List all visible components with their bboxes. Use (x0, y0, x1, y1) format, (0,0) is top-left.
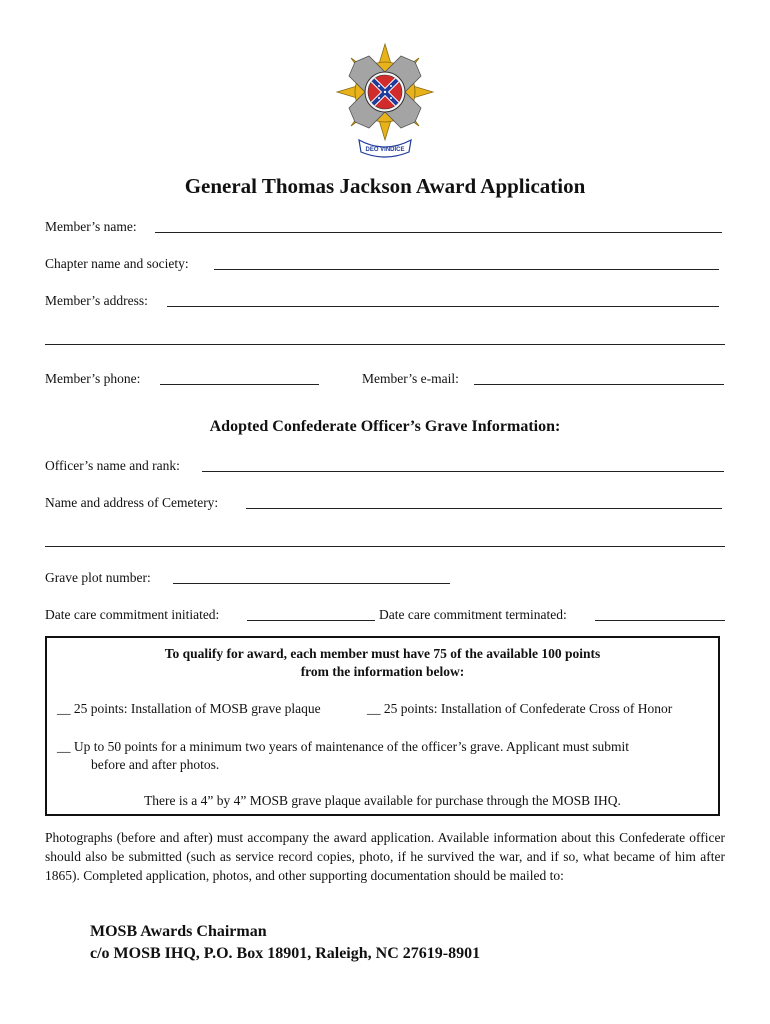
member-phone-field[interactable] (160, 384, 319, 385)
mailing-line2: c/o MOSB IHQ, P.O. Box 18901, Raleigh, NC 27619-8901 (90, 945, 481, 962)
officer-field[interactable] (202, 471, 724, 472)
member-name-field[interactable] (155, 232, 722, 233)
plot-label: Grave plot number: (45, 570, 151, 585)
mosb-logo (335, 42, 435, 160)
chapter-label: Chapter name and society: (45, 256, 189, 271)
terminated-label: Date care commitment terminated: (379, 607, 567, 622)
cemetery-field-line2[interactable] (45, 546, 725, 547)
initiated-field[interactable] (247, 620, 375, 621)
member-email-label: Member’s e-mail: (362, 371, 459, 386)
member-phone-label: Member’s phone: (45, 371, 141, 386)
member-email-field[interactable] (474, 384, 724, 385)
terminated-field[interactable] (595, 620, 725, 621)
cemetery-label: Name and address of Cemetery: (45, 495, 219, 510)
initiated-label: Date care commitment initiated: (45, 607, 220, 622)
points-box-line2: from the information below: (300, 664, 465, 679)
points-item-maintenance[interactable]: __ Up to 50 points for a minimum two years of maintenance of the officer’s grave. Applicant must submit (57, 739, 630, 754)
points-item-plaque[interactable]: __ 25 points: Installation of MOSB grave plaque (57, 701, 321, 716)
cemetery-field[interactable] (246, 508, 722, 509)
points-box (45, 636, 720, 816)
member-address-field[interactable] (167, 306, 719, 307)
points-item-maintenance-cont: before and after photos. (91, 757, 220, 772)
member-name-label: Member’s name: (45, 219, 137, 234)
plaque-note: There is a 4” by 4” MOSB grave plaque available for purchase through the MOSB IHQ. (144, 793, 621, 808)
officer-label: Officer’s name and rank: (45, 458, 180, 473)
member-address-label: Member’s address: (45, 293, 148, 308)
svg-text:DEO VINDICE: DEO VINDICE (365, 147, 405, 153)
instructions-paragraph: Photographs (before and after) must accompany the award application. Available information about this Confederate officer should also be submitted (such as service record copies, photo, if he survived the war, and if so, what became of him after 1865). Completed application, photos, and other supporting documentation should be mailed to: (45, 830, 725, 883)
chapter-field[interactable] (214, 269, 719, 270)
points-box-line1: To qualify for award, each member must have 75 of the available 100 points (164, 646, 601, 661)
mailing-line1: MOSB Awards Chairman (90, 923, 267, 940)
member-address-field-line2[interactable] (45, 344, 725, 345)
page-title: General Thomas Jackson Award Application (184, 174, 586, 198)
grave-section-heading: Adopted Confederate Officer’s Grave Information: (209, 418, 561, 435)
points-item-cross[interactable]: __ 25 points: Installation of Confederate Cross of Honor (367, 701, 673, 716)
plot-field[interactable] (173, 583, 450, 584)
